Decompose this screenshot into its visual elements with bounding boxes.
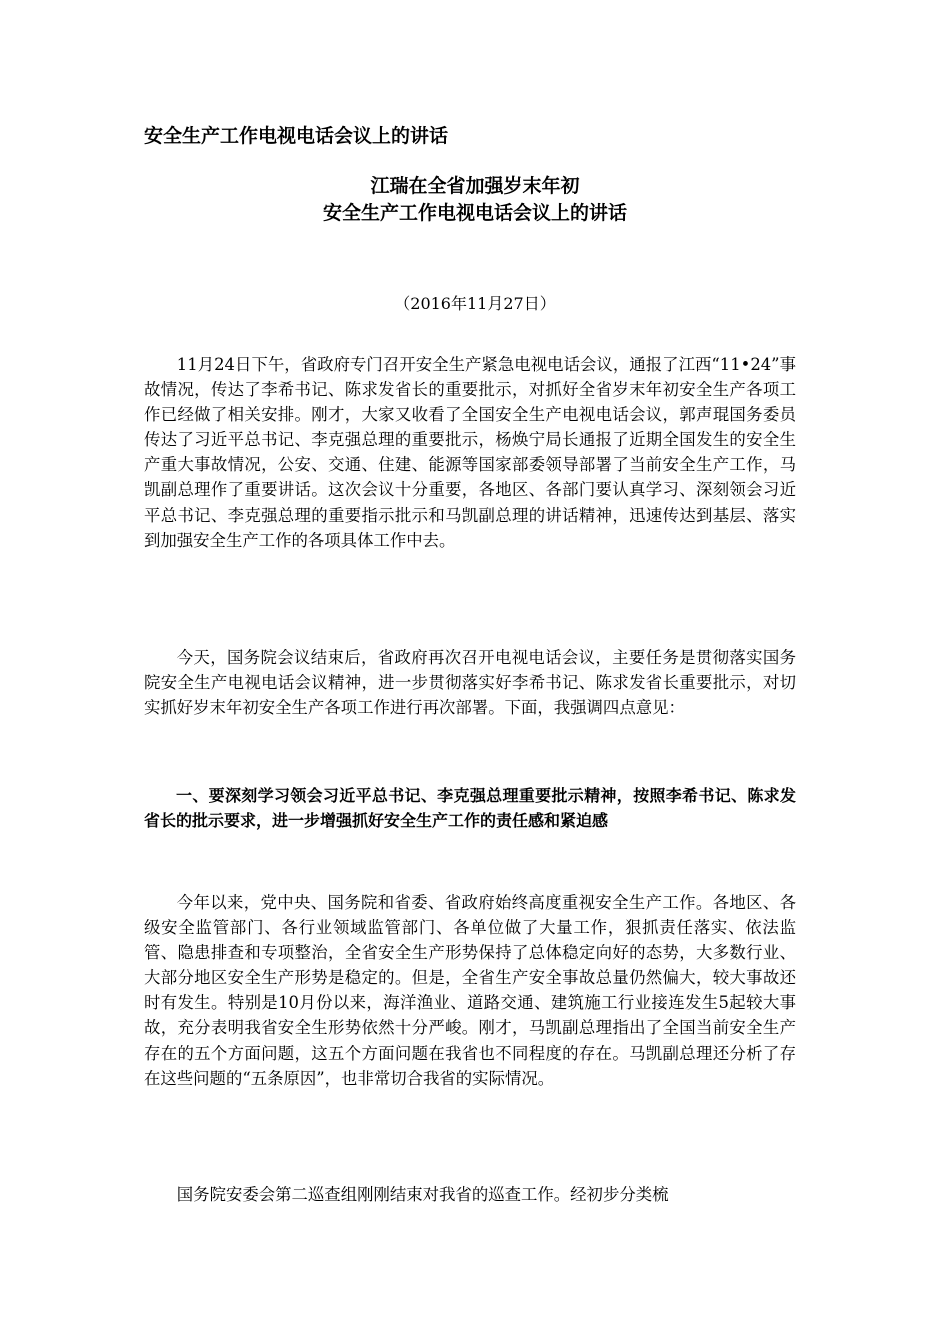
document-title-line-2: 安全生产工作电视电话会议上的讲话 bbox=[322, 202, 627, 224]
paragraph-4: 国务院安委会第二巡查组刚刚结束对我省的巡查工作。经初步分类梳 bbox=[176, 1185, 669, 1204]
section-heading-1: 一、要深刻学习领会习近平总书记、李克强总理重要批示精神，按照李希书记、陈求发省长的批示要求，进一步增强抓好安全生产工作的责任感和紧迫感 bbox=[144, 786, 796, 831]
running-title: 安全生产工作电视电话会议上的讲话 bbox=[144, 125, 449, 147]
paragraph-1: 11月24日下午，省政府专门召开安全生产紧急电视电话会议，通报了江西“11•24”事故情况，传达了李希书记、陈求发省长的重要批示，对抓好全省岁末年初安全生产各项工作已经做了相关安排。刚才，大家又收看了全国安全生产电视电话会议，郭声琨国务委员传达了习近平总书记、李克强总理的重要批示，杨焕宁局长通报了近期全国发生的安全生产重大事故情况，公安、交通、住建、能源等国家部委领导部署了当前安全生产工作，马凯副总理作了重要讲话。这次会议十分重要，各地区、各部门要认真学习、深刻领会习近平总书记、李克强总理的重要指示批示和马凯副总理的讲话精神，迅速传达到基层、落实到加强安全生产工作的各项具体工作中去。 bbox=[144, 355, 796, 550]
document-title-line-1: 江瑞在全省加强岁末年初 bbox=[370, 175, 580, 197]
speech-date: （2016年11月27日） bbox=[394, 294, 556, 313]
paragraph-3: 今年以来，党中央、国务院和省委、省政府始终高度重视安全生产工作。各地区、各级安全监管部门、各行业领域监管部门、各单位做了大量工作，狠抓责任落实、依法监管、隐患排查和专项整治，全省安全生产形势保持了总体稳定向好的态势，大多数行业、大部分地区安全生产形势是稳定的。但是，全省生产安全事故总量仍然偏大，较大事故还时有发生。特别是10月份以来，海洋渔业、道路交通、建筑施工行业接连发生5起较大事故，充分表明我省安全生形势依然十分严峻。刚才，马凯副总理指出了全国当前安全生产存在的五个方面问题，这五个方面问题在我省也不同程度的存在。马凯副总理还分析了存在这些问题的“五条原因”，也非常切合我省的实际情况。 bbox=[144, 893, 796, 1088]
paragraph-2: 今天，国务院会议结束后，省政府再次召开电视电话会议，主要任务是贯彻落实国务院安全生产电视电话会议精神，进一步贯彻落实好李希书记、陈求发省长重要批示，对切实抓好岁末年初安全生产各项工作进行再次部署。下面，我强调四点意见： bbox=[144, 648, 796, 718]
